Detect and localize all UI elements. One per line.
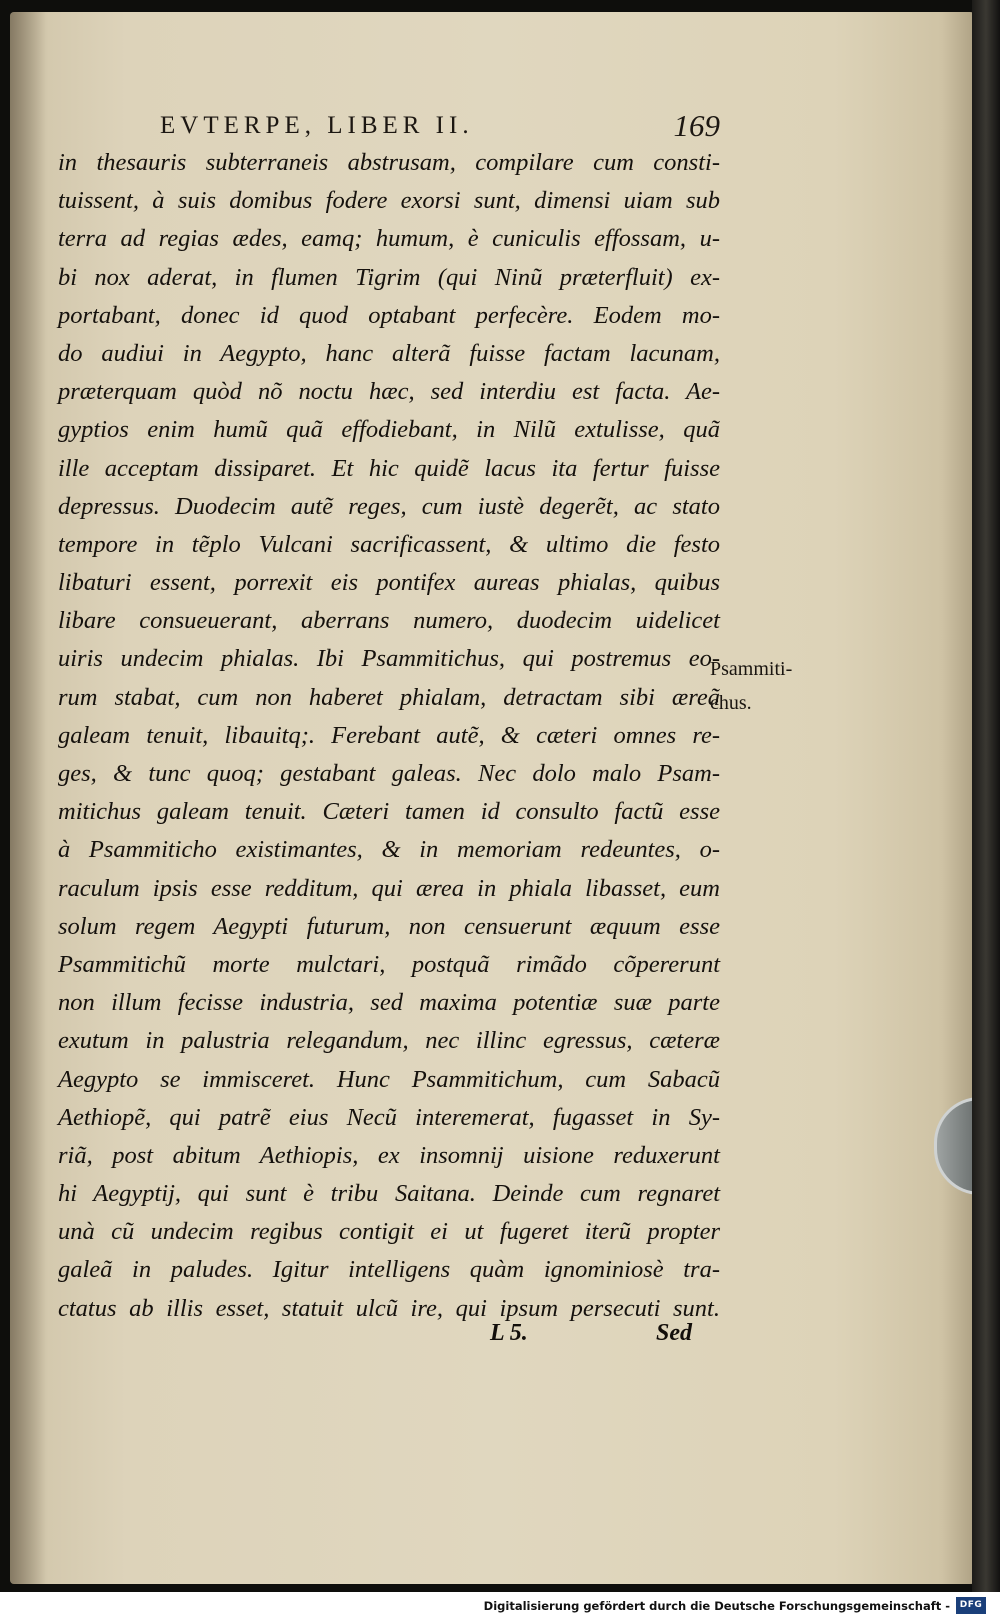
catchword: Sed <box>656 1320 692 1346</box>
margin-note <box>710 652 802 720</box>
text-line: raculum ipsis esse redditum, qui ærea in phiala libasset, eum <box>58 874 720 902</box>
text-line: do audiui in Aegypto, hanc alterã fuisse factam lacunam, <box>58 339 720 367</box>
signature-mark: L 5. <box>490 1320 528 1346</box>
credit-text: Digitalisierung gefördert durch die Deutsche Forschungsgemeinschaft - <box>483 1599 950 1613</box>
text-line: libaturi essent, porrexit eis pontifex aureas phialas, quibus <box>58 569 720 597</box>
book-edge <box>972 0 1000 1592</box>
text-line: tempore in tẽplo Vulcani sacrificassent, & ultimo die festo <box>58 530 720 558</box>
gutter-shadow <box>10 12 46 1584</box>
text-line: exutum in palustria relegandum, nec illinc egressus, cæteræ <box>58 1027 720 1055</box>
text-line: portabant, donec id quod optabant perfecère. Eodem mo- <box>58 301 720 329</box>
page-number: 169 <box>673 108 720 143</box>
text-line: hi Aegyptij, qui sunt è tribu Saitana. Deinde cum regnaret <box>58 1180 720 1208</box>
body-text <box>58 144 720 1328</box>
text-line: non illum fecisse industria, sed maxima potentiæ suæ parte <box>58 989 720 1017</box>
text-line: mitichus galeam tenuit. Cæteri tamen id consulto factũ esse <box>58 798 720 826</box>
book-page <box>10 12 980 1584</box>
text-line: præterquam quòd nõ noctu hæc, sed interdiu est facta. Ae- <box>58 378 720 406</box>
text-line: Aegypto se immisceret. Hunc Psammitichum, cum Sabacũ <box>58 1065 720 1093</box>
text-line: Psammitichũ morte mulctari, postquã rimãdo cõpererunt <box>58 950 720 978</box>
text-line: in thesauris subterraneis abstrusam, compilare cum consti- <box>58 149 720 176</box>
dfg-logo: DFG <box>956 1597 986 1614</box>
text-line: ctatus ab illis esset, statuit ulcũ ire, qui ipsum persecuti sunt. <box>58 1294 720 1322</box>
text-line: libare consueuerant, aberrans numero, duodecim uidelicet <box>58 607 720 635</box>
text-line: tuissent, à suis domibus fodere exorsi sunt, dimensi uiam sub <box>58 187 720 215</box>
running-head <box>160 108 720 146</box>
text-line: ges, & tunc quoq; gestabant galeas. Nec dolo malo Psam- <box>58 760 720 787</box>
text-line: Aethiopẽ, qui patrẽ eius Necũ interemerat, fugasset in Sy- <box>58 1103 720 1131</box>
text-line: unà cũ undecim regibus contigit ei ut fugeret iterũ propter <box>58 1218 720 1246</box>
margin-note-line: chus. <box>710 692 752 714</box>
text-line: depressus. Duodecim autẽ reges, cum iustè degerẽt, ac stato <box>58 492 720 520</box>
text-line: ille acceptam dissiparet. Et hic quidẽ lacus ita fertur fuisse <box>58 454 720 482</box>
page-footer <box>480 1320 692 1360</box>
text-line: galeã in paludes. Igitur intelligens quàm ignominiosè tra- <box>58 1256 720 1284</box>
text-line: solum regem Aegypti futurum, non censuerunt æquum esse <box>58 912 720 940</box>
text-line: riã, post abitum Aethiopis, ex insomnij uisione reduxerunt <box>58 1141 720 1169</box>
running-title: EVTERPE, LIBER II. <box>160 112 474 139</box>
text-line: à Psammiticho existimantes, & in memoriam redeuntes, o- <box>58 836 720 864</box>
text-line: uiris undecim phialas. Ibi Psammitichus, qui postremus eo- <box>58 645 720 673</box>
text-line: terra ad regias ædes, eamq; humum, è cuniculis effossam, u- <box>58 225 720 253</box>
text-line: gyptios enim humũ quã effodiebant, in Nilũ extulisse, quã <box>58 416 720 444</box>
text-line: bi nox aderat, in flumen Tigrim (qui Ninũ præterfluit) ex- <box>58 263 720 291</box>
margin-note-line: Psammiti- <box>710 658 793 680</box>
credit-bar <box>0 1592 1000 1623</box>
text-line: rum stabat, cum non haberet phialam, detractam sibi æreã <box>58 683 720 711</box>
text-line: galeam tenuit, libauitq;. Ferebant autẽ, & cæteri omnes re- <box>58 721 720 749</box>
